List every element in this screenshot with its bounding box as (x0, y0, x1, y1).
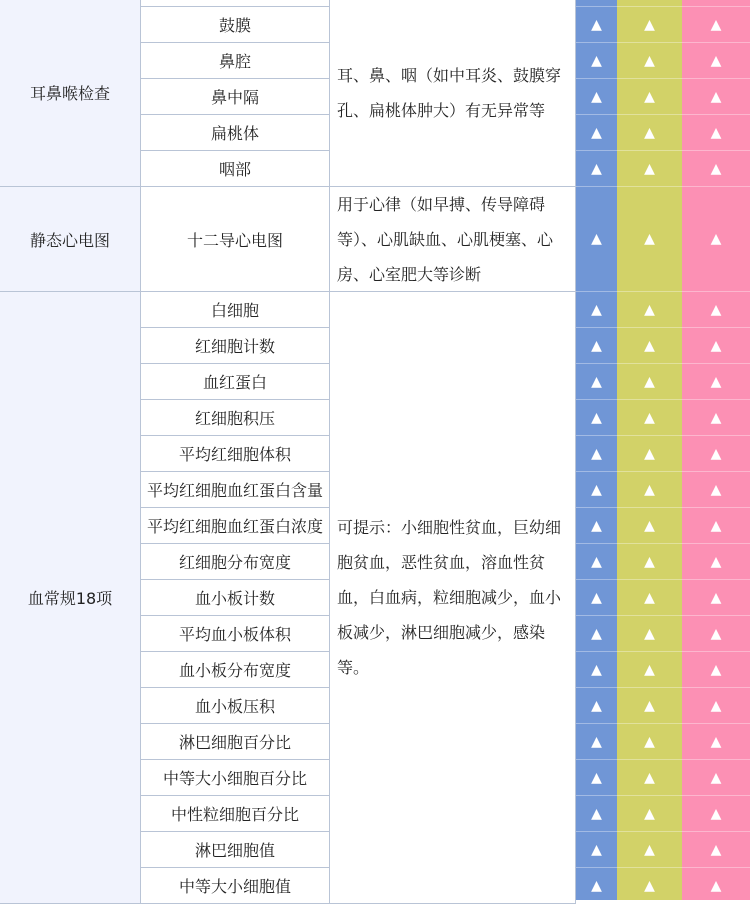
category-cell: 静态心电图 (0, 187, 141, 292)
item-cell: 红细胞积压 (141, 400, 330, 436)
item-cell: 中等大小细胞百分比 (141, 760, 330, 796)
category-cell: 耳鼻喉检查 (0, 0, 141, 187)
item-cell: 平均红细胞体积 (141, 436, 330, 472)
description-cell (330, 187, 576, 292)
included-mark-icon: ▲ (682, 472, 750, 508)
included-mark-icon: ▲ (682, 760, 750, 796)
included-mark-icon: ▲ (682, 400, 750, 436)
item-cell: 血小板分布宽度 (141, 652, 330, 688)
included-mark-icon: ▲ (682, 508, 750, 544)
included-mark-icon: ▲ (682, 544, 750, 580)
included-mark-icon: ▲ (576, 688, 617, 724)
included-mark-stub (576, 0, 617, 7)
included-mark-icon: ▲ (617, 652, 682, 688)
item-cell: 鼓膜 (141, 7, 330, 43)
included-mark-icon: ▲ (576, 760, 617, 796)
item-cell: 平均红细胞血红蛋白浓度 (141, 508, 330, 544)
item-cell: 红细胞计数 (141, 328, 330, 364)
included-mark-icon: ▲ (576, 580, 617, 616)
included-mark-icon: ▲ (576, 7, 617, 43)
included-mark-icon: ▲ (682, 7, 750, 43)
description-text: 可提示：小细胞性贫血，巨幼细胞贫血，恶性贫血，溶血性贫血，白血病，粒细胞减少，血小板减少，淋巴细胞减少，感染等。 (337, 518, 562, 677)
item-cell: 白细胞 (141, 292, 330, 328)
included-mark-icon: ▲ (617, 79, 682, 115)
included-mark-icon: ▲ (682, 187, 750, 292)
item-cell: 扁桃体 (141, 115, 330, 151)
included-mark-icon: ▲ (576, 292, 617, 328)
included-mark-icon: ▲ (682, 43, 750, 79)
included-mark-stub (682, 0, 750, 7)
included-mark-icon: ▲ (576, 796, 617, 832)
included-mark-icon: ▲ (576, 43, 617, 79)
included-mark-icon: ▲ (617, 760, 682, 796)
included-mark-icon: ▲ (617, 43, 682, 79)
item-cell: 平均血小板体积 (141, 616, 330, 652)
included-mark-icon: ▲ (617, 115, 682, 151)
item-cell: 淋巴细胞值 (141, 832, 330, 868)
included-mark-icon: ▲ (682, 796, 750, 832)
included-mark-icon: ▲ (682, 688, 750, 724)
description-text: 用于心律（如早搏、传导障碍等）、心肌缺血、心肌梗塞、心房、心室肥大等诊断 (337, 194, 554, 284)
item-cell: 平均红细胞血红蛋白含量 (141, 472, 330, 508)
included-mark-icon: ▲ (617, 724, 682, 760)
included-mark-icon: ▲ (682, 832, 750, 868)
included-mark-icon: ▲ (576, 400, 617, 436)
item-cell: 血小板压积 (141, 688, 330, 724)
description-cell (330, 292, 576, 904)
category-cell: 血常规18项 (0, 292, 141, 904)
included-mark-icon: ▲ (576, 724, 617, 760)
item-cell: 血红蛋白 (141, 364, 330, 400)
included-mark-icon: ▲ (617, 616, 682, 652)
included-mark-icon: ▲ (617, 580, 682, 616)
item-cell: 红细胞分布宽度 (141, 544, 330, 580)
item-cell: 中性粒细胞百分比 (141, 796, 330, 832)
included-mark-icon: ▲ (576, 436, 617, 472)
included-mark-icon: ▲ (682, 328, 750, 364)
item-cell: 血小板计数 (141, 580, 330, 616)
included-mark-icon: ▲ (617, 400, 682, 436)
included-mark-icon: ▲ (576, 544, 617, 580)
included-mark-icon: ▲ (617, 436, 682, 472)
included-mark-icon: ▲ (576, 115, 617, 151)
included-mark-icon: ▲ (576, 79, 617, 115)
included-mark-icon: ▲ (682, 364, 750, 400)
included-mark-icon: ▲ (682, 616, 750, 652)
included-mark-icon: ▲ (682, 115, 750, 151)
included-mark-icon: ▲ (576, 652, 617, 688)
item-cell: 咽部 (141, 151, 330, 187)
included-mark-icon: ▲ (682, 436, 750, 472)
included-mark-icon: ▲ (682, 580, 750, 616)
included-mark-icon: ▲ (617, 7, 682, 43)
included-mark-icon: ▲ (576, 832, 617, 868)
included-mark-icon: ▲ (576, 616, 617, 652)
included-mark-icon: ▲ (682, 151, 750, 187)
included-mark-icon: ▲ (576, 328, 617, 364)
included-mark-icon: ▲ (576, 151, 617, 187)
included-mark-icon: ▲ (576, 472, 617, 508)
included-mark-icon: ▲ (682, 652, 750, 688)
item-cell: 鼻中隔 (141, 79, 330, 115)
included-mark-icon: ▲ (576, 364, 617, 400)
item-cell: 淋巴细胞百分比 (141, 724, 330, 760)
included-mark-stub (617, 0, 682, 7)
included-mark-icon: ▲ (617, 187, 682, 292)
included-mark-icon: ▲ (682, 724, 750, 760)
included-mark-icon: ▲ (617, 796, 682, 832)
item-cell: 十二导心电图 (141, 187, 330, 292)
item-cell: 中等大小细胞值 (141, 868, 330, 904)
item-cell: 鼻腔 (141, 43, 330, 79)
included-mark-icon: ▲ (682, 292, 750, 328)
included-mark-icon: ▲ (682, 868, 750, 904)
included-mark-icon: ▲ (617, 832, 682, 868)
included-mark-icon: ▲ (617, 868, 682, 904)
included-mark-icon: ▲ (617, 508, 682, 544)
description-text: 耳、鼻、咽（如中耳炎、鼓膜穿孔、扁桃体肿大）有无异常等 (337, 65, 562, 120)
included-mark-icon: ▲ (617, 151, 682, 187)
description-cell (330, 0, 576, 187)
included-mark-icon: ▲ (617, 544, 682, 580)
included-mark-icon: ▲ (576, 187, 617, 292)
included-mark-icon: ▲ (682, 79, 750, 115)
included-mark-icon: ▲ (576, 868, 617, 904)
included-mark-icon: ▲ (617, 328, 682, 364)
included-mark-icon: ▲ (617, 472, 682, 508)
included-mark-icon: ▲ (617, 688, 682, 724)
table-row-stub (141, 0, 330, 7)
included-mark-icon: ▲ (576, 508, 617, 544)
included-mark-icon: ▲ (617, 292, 682, 328)
included-mark-icon: ▲ (617, 364, 682, 400)
